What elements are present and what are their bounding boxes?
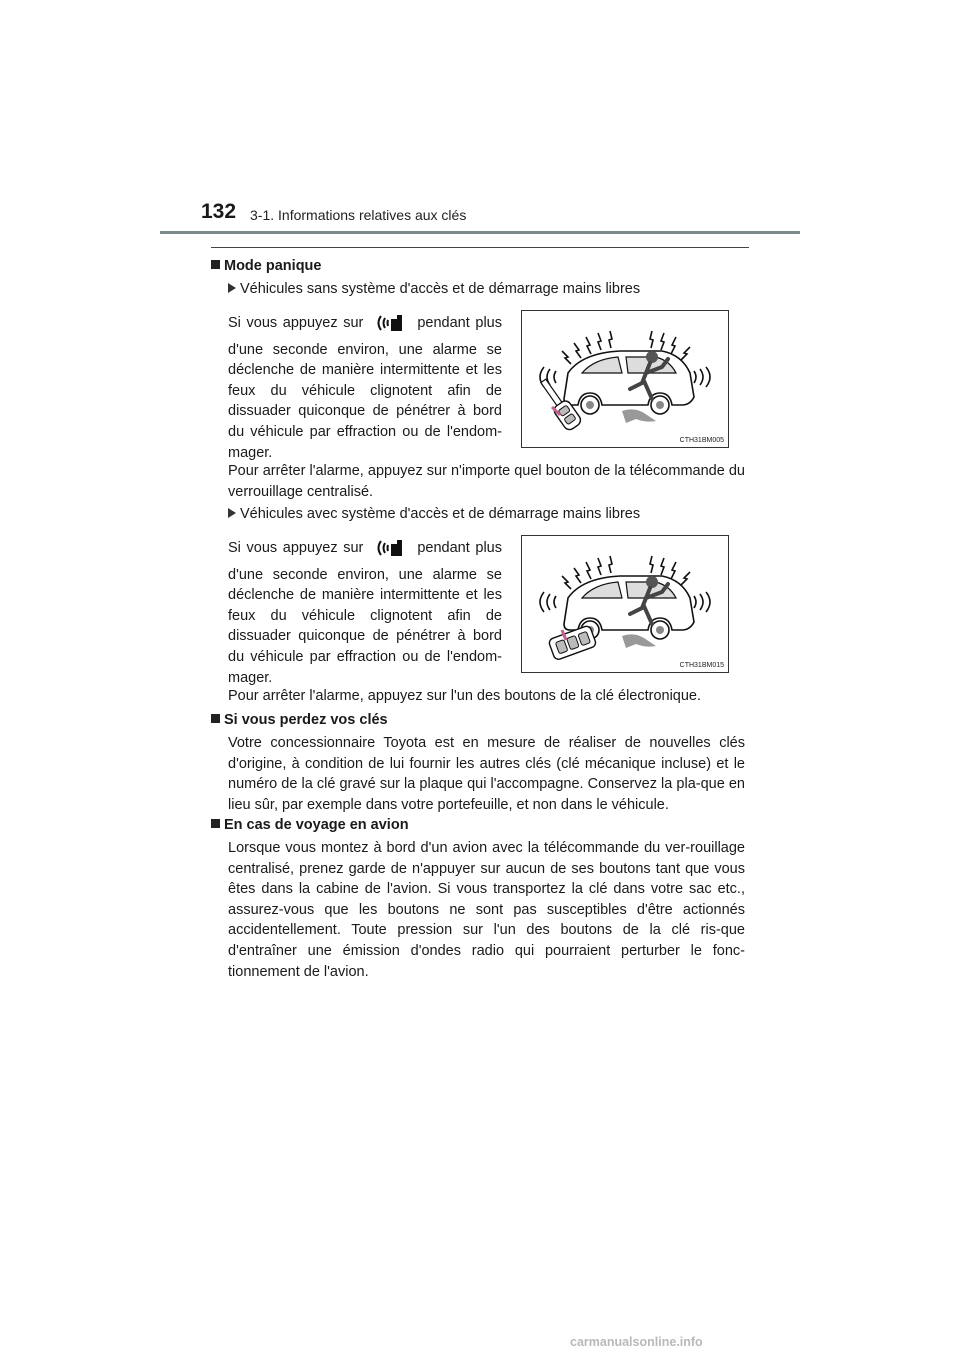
- heading-text: Si vous perdez vos clés: [224, 712, 388, 728]
- variant-label: Véhicules sans système d'accès et de démarrage mains libres: [240, 281, 641, 297]
- figure-code: CTH31BM005: [679, 437, 724, 444]
- watermark: carmanualsonline.info: [570, 1335, 703, 1349]
- page-number: 132: [201, 200, 237, 223]
- triangle-bullet-icon: [228, 508, 236, 518]
- car-alarm-illustration: [522, 311, 728, 447]
- heading-air-travel: [211, 817, 409, 833]
- header-rule: [160, 231, 800, 234]
- text-before-icon: Si vous appuyez sur: [228, 315, 364, 331]
- heading-text: Mode panique: [224, 258, 322, 274]
- panic-stop-a: Pour arrêter l'alarme, appuyez sur n'importe quel bouton de la télécommande du verrouillage centralisé.: [228, 463, 745, 500]
- triangle-bullet-icon: [228, 283, 236, 293]
- figure-panic-key-remote: [521, 310, 729, 448]
- heading-lost-keys: [211, 712, 388, 728]
- text-after-icon: pendant plus d'une seconde environ, une alarme se déclenche de manière intermittente et les feux du véhicule clignotent afin de dissuader quiconque de pénétrer à bord du véhicule par effraction ou de l'endom-mager.: [228, 315, 502, 461]
- figure-code: CTH31BM015: [679, 662, 724, 669]
- panic-description-b: [228, 538, 502, 688]
- panic-alarm-icon: [375, 313, 405, 340]
- variant-without-smart-key: [228, 281, 640, 297]
- figure-panic-smart-key: [521, 535, 729, 673]
- panic-alarm-icon: [375, 538, 405, 565]
- heading-text: En cas de voyage en avion: [224, 817, 409, 833]
- car-alarm-illustration: [522, 536, 728, 672]
- square-bullet-icon: [211, 819, 220, 828]
- air-travel-text: Lorsque vous montez à bord d'un avion avec la télécommande du ver-rouillage centralisé, prenez garde de n'appuyer sur aucun de ses boutons tant que vous êtes dans la cabine de l'avion. Si vous transportez la clé dans votre sac etc., assurez-vous que les boutons ne sont pas susceptibles d'être actionnés accidentellement. Toute pression sur l'un des boutons de la clé ris-que d'entraîner une émission d'ondes radio qui pourraient perturber le fonc-tionnement de l'avion.: [228, 840, 745, 980]
- square-bullet-icon: [211, 714, 220, 723]
- variant-with-smart-key: [228, 506, 640, 522]
- heading-panic-mode: [211, 258, 321, 274]
- panic-description-a: [228, 313, 502, 463]
- text-after-icon: pendant plus d'une seconde environ, une alarme se déclenche de manière intermittente et les feux du véhicule clignotent afin de dissuader quiconque de pénétrer à bord du véhicule par effraction ou de l'endom-mager.: [228, 540, 502, 686]
- section-title: 3-1. Informations relatives aux clés: [250, 207, 467, 223]
- panic-stop-b: Pour arrêter l'alarme, appuyez sur l'un des boutons de la clé électronique.: [228, 688, 702, 704]
- variant-label: Véhicules avec système d'accès et de démarrage mains libres: [240, 506, 641, 522]
- lost-keys-text: Votre concessionnaire Toyota est en mesure de réaliser de nouvelles clés d'origine, à condition de lui fournir les autres clés (clé mécanique incluse) et le numéro de la clé gravé sur la plaque qui l'accompagne. Conservez la pla-que en lieu sûr, par exemple dans votre portefeuille, et non dans le véhicule.: [228, 735, 745, 813]
- text-before-icon: Si vous appuyez sur: [228, 540, 364, 556]
- square-bullet-icon: [211, 260, 220, 269]
- section-divider: [211, 247, 749, 248]
